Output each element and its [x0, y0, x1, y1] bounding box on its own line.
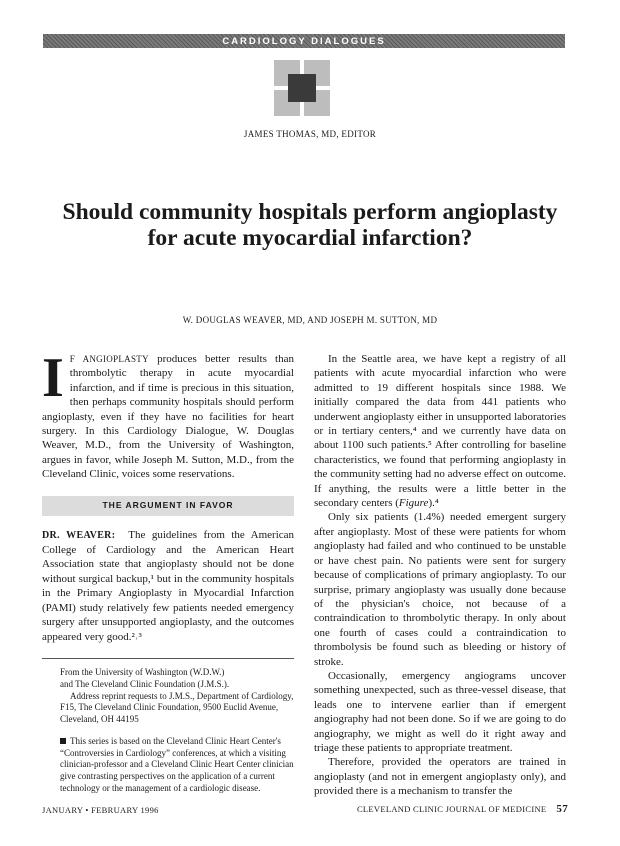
section-banner — [43, 34, 565, 48]
footnote-block — [42, 667, 294, 726]
series-note-text: This series is based on the Cleveland Clinic Heart Center's “Controversies in Cardiology” conferences, at which a visiting clinician-professor and a Cleveland Clinic Heart Center clinician give contrasting perspectives on the application of a current technology or the management of a cardiologic disease. — [60, 735, 294, 794]
footer-journal — [357, 803, 568, 815]
section-heading: THE ARGUMENT IN FAVOR — [42, 496, 294, 516]
speaker-label: DR. WEAVER: — [42, 529, 116, 541]
left-column — [42, 347, 295, 795]
argument-text: The guidelines from the American College of Cardiology and the American Heart Association state that angioplasty should not be done without surgical backup,¹ but in the community hospitals in the Primary Angioplasty in Myocardial Infarction (PAMI) study relatively few patients needed emergency surgery after unsupported angioplasty, and the outcomes appeared very good.²˒³ — [42, 528, 295, 643]
footer-date: JANUARY • FEBRUARY 1996 — [42, 805, 159, 815]
page-number: 57 — [556, 803, 568, 815]
footnote-divider — [42, 658, 294, 659]
body-paragraph-1-text: In the Seattle area, we have kept a registry of all patients with acute myocardial infarction who were admitted to 19 different hospitals since 1988. We initially compared the data from 441 patients who underwent angioplasty either in unsupported laboratories or in tertiary centers,⁴ and we currently have data on about 1100 such patients.⁵ After controlling for baseline characteristics, we found that performing angioplasty in the community setting had no adverse effect on outcome. If anything, the results were a little better in the secondary centers ( — [314, 353, 566, 510]
intro-text: produces better results than thrombolytic therapy in acute myocardial infarction, and if time is precious in this situation, then perhaps community hospitals should perform angioplasty, even if they have no facilities for heart surgery. In this Cardiology Dialogue, W. Douglas Weaver, M.D., from the University of Washington, argues in favor, while Joseph M. Sutton, M.D., from the Cleveland Clinic, voices some reservations. — [42, 353, 294, 481]
body-paragraph-1-end: ).⁴ — [428, 497, 439, 510]
body-paragraph-1 — [314, 352, 566, 510]
series-note — [42, 736, 294, 795]
body-paragraph-2: Only six patients (1.4%) needed emergent surgery after angioplasty. Most of these were patients for whom angioplasty had failed and who continued to be unstable or have chest pain. No patients were sent for surgery because of complications of primary angioplasty. To our surprise, primary angioplasty was usually done because of the physician's choice, not because of a contraindication to thrombolytic therapy. In only about one fourth of cases could a contraindication to thrombolysis be found such as bleeding or history of stroke. — [314, 511, 566, 668]
body-paragraph-4: Therefore, provided the operators are trained in angioplasty (and not in emergent angioplasty only), and provided there is a mechanism to transfer the — [314, 756, 566, 798]
figure-reference: Figure — [398, 497, 429, 510]
argument-paragraph — [42, 528, 294, 644]
body-paragraph-3: Occasionally, emergency angiograms uncover something unexpected, such as three-vessel disease, that leads one to intervene earlier than if emergent angiography had not been done. So if we are going to do angiography, we might as well do it right away and triage these patients to appropriate treatment. — [314, 669, 566, 754]
affiliation-line-1: From the University of Washington (W.D.W.) — [60, 666, 225, 677]
banner-title: CARDIOLOGY DIALOGUES — [222, 35, 386, 47]
dialogue-logo-icon — [274, 60, 330, 116]
intro-smallcaps: F ANGIOPLASTY — [69, 354, 149, 364]
reprint-request: Address reprint requests to J.M.S., Department of Cardiology, F15, The Cleveland Clinic Foundation, 9500 Euclid Avenue, Cleveland, OH 44195 — [60, 690, 294, 725]
drop-cap: I — [42, 347, 64, 409]
bullet-square-icon — [60, 738, 66, 744]
article-title: Should community hospitals perform angioplasty for acute myocardial infarction? — [62, 199, 558, 251]
journal-name: CLEVELAND CLINIC JOURNAL OF MEDICINE — [356, 804, 547, 814]
editor-line: JAMES THOMAS, MD, EDITOR — [243, 129, 377, 139]
right-column — [314, 352, 566, 799]
author-line: W. DOUGLAS WEAVER, MD, AND JOSEPH M. SUTTON, MD — [182, 315, 438, 325]
affiliation-line-2: and The Cleveland Clinic Foundation (J.M.S.). — [60, 678, 230, 689]
intro-paragraph — [42, 347, 294, 482]
